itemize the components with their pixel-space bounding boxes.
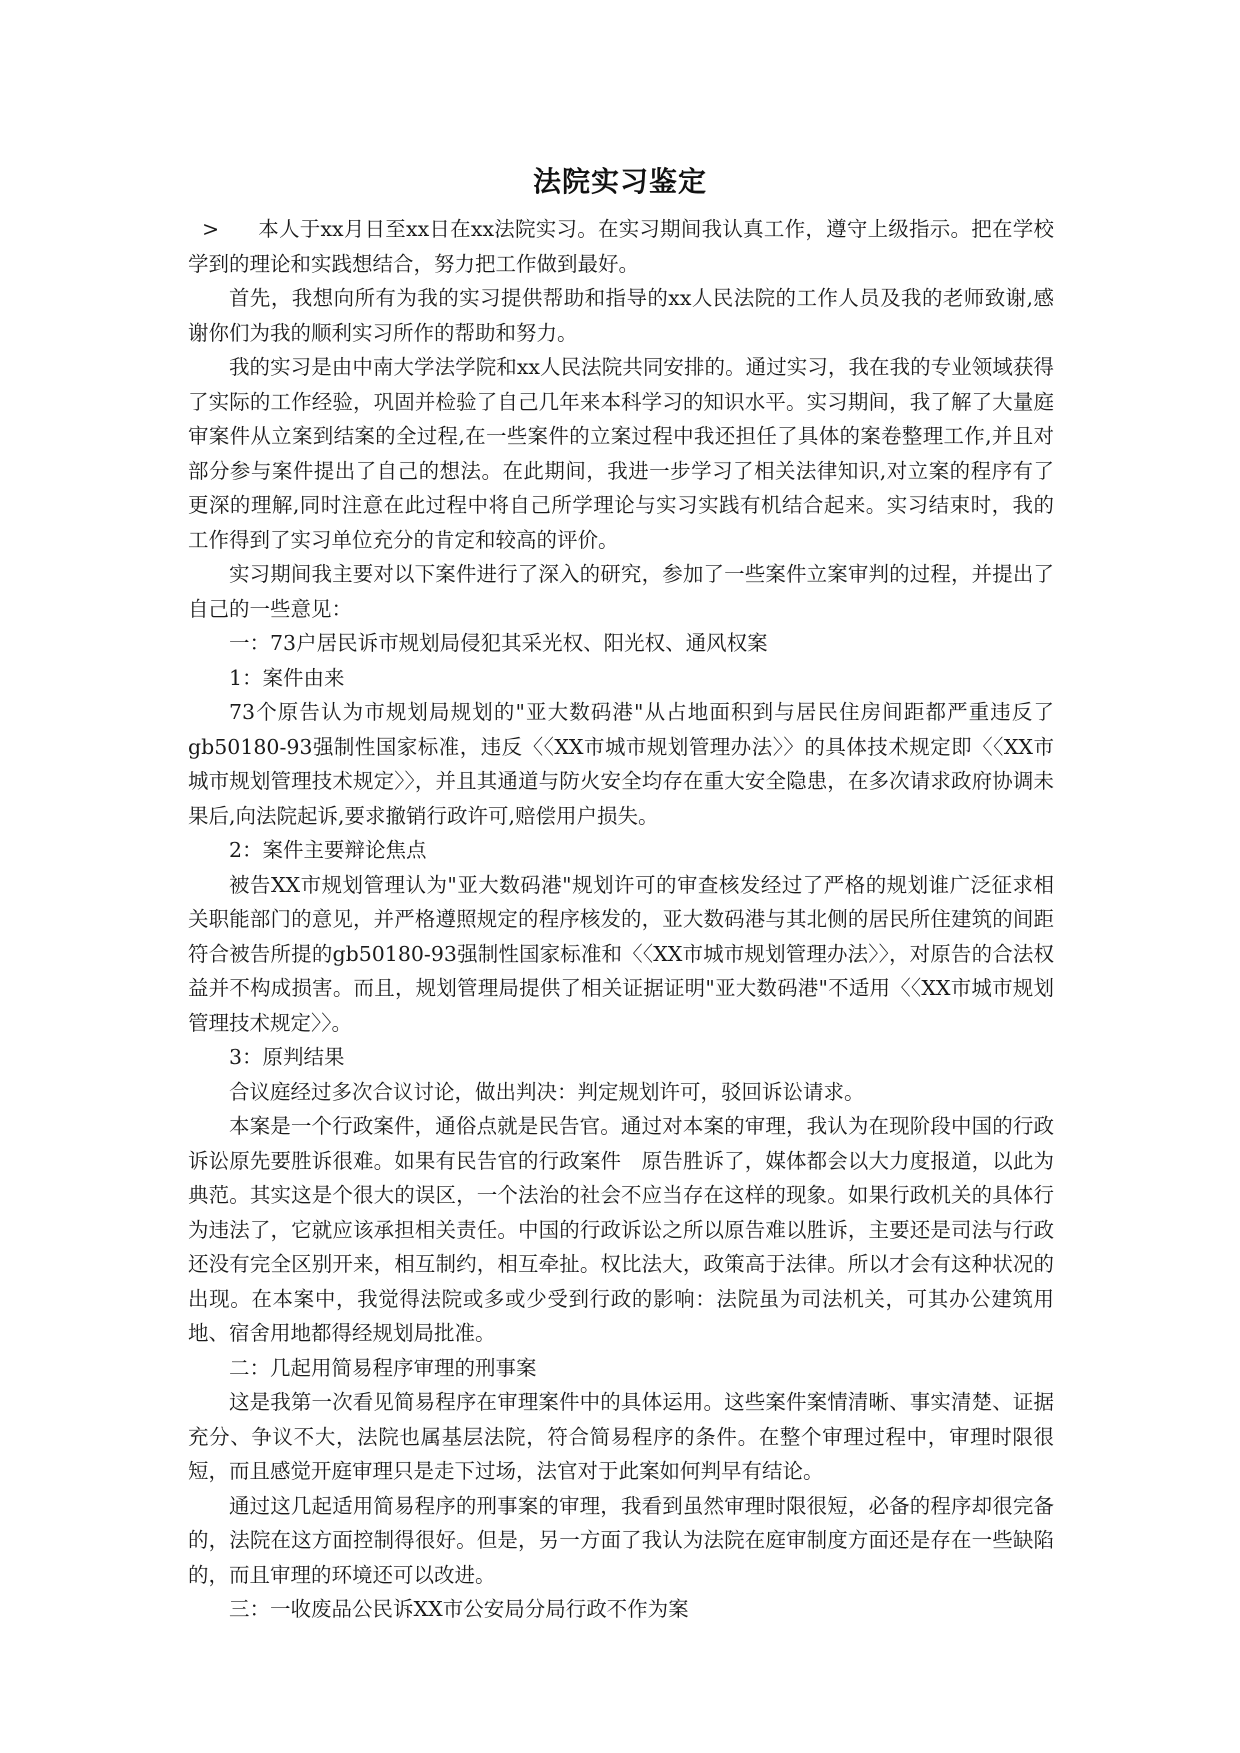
bullet-marker: > xyxy=(202,217,220,241)
paragraph: 首先，我想向所有为我的实习提供帮助和指导的xx人民法院的工作人员及我的老师致谢,感谢你们为我的顺利实习所作的帮助和努力。 xyxy=(188,286,1054,345)
paragraph: 我的实习是由中南大学法学院和xx人民法院共同安排的。通过实习，我在我的专业领域获得了实际的工作经验，巩固并检验了自己几年来本科学习的知识水平。实习期间，我了解了大量庭审案件从立案到结案的全过程,在一些案件的立案过程中我还担任了具体的案卷整理工作,并且对部分参与案件提出了自己的想法。在此期间，我进一步学习了相关法律知识,对立案的程序有了更深的理解,同时注意在此过程中将自己所学理论与实习实践有机结合起来。实习结束时，我的工作得到了实习单位充分的肯定和较高的评价。 xyxy=(188,355,1054,552)
paragraph: 这是我第一次看见简易程序在审理案件中的具体运用。这些案件案情清晰、事实清楚、证据充分、争议不大，法院也属基层法院，符合简易程序的条件。在整个审理过程中，审理时限很短，而且感觉开庭审理只是走下过场，法官对于此案如何判早有结论。 xyxy=(188,1390,1054,1483)
document-body xyxy=(188,212,1054,1627)
document-title: 法院实习鉴定 xyxy=(532,165,707,198)
paragraph-text: 本人于xx月日至xx日在xx法院实习。在实习期间我认真工作，遵守上级指示。把在学校学到的理论和实践想结合，努力把工作做到最好。 xyxy=(188,217,1054,276)
paragraph: 实习期间我主要对以下案件进行了深入的研究，参加了一些案件立案审判的过程，并提出了自己的一些意见： xyxy=(188,562,1054,621)
paragraph: 本案是一个行政案件，通俗点就是民告官。通过对本案的审理，我认为在现阶段中国的行政诉讼原先要胜诉很难。如果有民告官的行政案件 原告胜诉了，媒体都会以大力度报道，以此为典范。其实这是个很大的误区，一个法治的社会不应当存在这样的现象。如果行政机关的具体行为违法了，它就应该承担相关责任。中国的行政诉讼之所以原告难以胜诉，主要还是司法与行政还没有完全区别开来，相互制约，相互牵扯。权比法大，政策高于法律。所以才会有这种状况的出现。在本案中，我觉得法院或多或少受到行政的影响：法院虽为司法机关，可其办公建筑用地、宿舍用地都得经规划局批准。 xyxy=(188,1114,1054,1345)
paragraph: 被告XX市规划管理认为"亚大数码港"规划许可的审查核发经过了严格的规划谁广泛征求相关职能部门的意见，并严格遵照规定的程序核发的，亚大数码港与其北侧的居民所住建筑的间距符合被告所提的gb50180-93强制性国家标准和〈〈XX市城市规划管理办法〉〉，对原告的合法权益并不构成损害。而且，规划管理局提供了相关证据证明"亚大数码港"不适用〈〈XX市城市规划管理技术规定〉〉。 xyxy=(188,872,1054,1035)
paragraph xyxy=(188,212,1054,281)
paragraph: 73个原告认为市规划局规划的"亚大数码港"从占地面积到与居民住房间距都严重违反了gb50180-93强制性国家标准，违反〈〈XX市城市规划管理办法〉〉的具体技术规定即〈〈XX市城市规划管理技术规定〉〉，并且其通道与防火安全均存在重大安全隐患，在多次请求政府协调未果后,向法院起诉,要求撤销行政许可,赔偿用户损失。 xyxy=(188,700,1054,828)
section-heading: 三：一收废品公民诉XX市公安局分局行政不作为案 xyxy=(229,1597,689,1621)
subsection-heading: 2：案件主要辩论焦点 xyxy=(229,838,427,862)
subsection-heading: 1：案件由来 xyxy=(229,665,345,690)
paragraph: 通过这几起适用简易程序的刑事案的审理，我看到虽然审理时限很短，必备的程序却很完备的，法院在这方面控制得很好。但是，另一方面了我认为法院在庭审制度方面还是存在一些缺陷的，而且审理的环境还可以改进。 xyxy=(188,1493,1054,1587)
subsection-heading: 3：原判结果 xyxy=(229,1045,345,1069)
paragraph: 合议庭经过多次合议讨论，做出判决：判定规划许可，驳回诉讼请求。 xyxy=(229,1079,865,1104)
section-heading: 一：73户居民诉市规划局侵犯其采光权、阳光权、通风权案 xyxy=(229,631,768,655)
section-heading: 二：几起用简易程序审理的刑事案 xyxy=(229,1355,537,1380)
